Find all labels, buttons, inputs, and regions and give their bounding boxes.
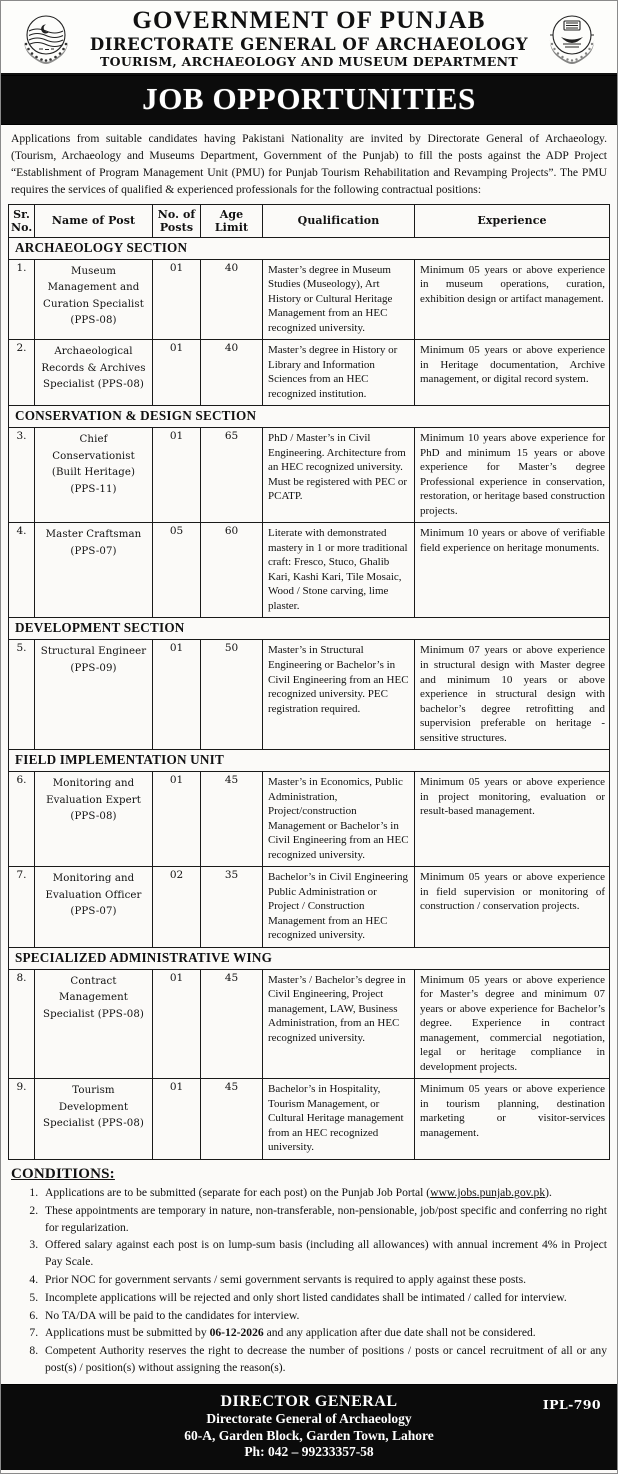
cell-age-limit: 40	[201, 340, 263, 406]
column-header-experience: Experience	[415, 204, 610, 237]
footer-address: 60-A, Garden Block, Garden Town, Lahore	[184, 1427, 434, 1443]
cell-qualification: Master’s degree in Museum Studies (Museology), Art History or Cultural Heritage Management from an HEC recognized university.	[263, 259, 415, 340]
cell-sr-no: 9.	[9, 1079, 35, 1160]
cell-sr-no: 8.	[9, 969, 35, 1079]
cell-experience: Minimum 05 years or above experience in tourism planning, destination marketing or visitor-services management.	[415, 1079, 610, 1160]
table-row	[9, 640, 610, 750]
table-body	[9, 237, 610, 1159]
condition-item	[41, 1290, 607, 1307]
cell-age-limit: 45	[201, 772, 263, 867]
cell-name-of-post: Monitoring and Evaluation Officer (PPS-07)	[35, 867, 153, 948]
punjab-government-emblem-icon	[15, 7, 77, 69]
cell-sr-no: 1.	[9, 259, 35, 340]
conditions-list	[11, 1185, 607, 1377]
cell-age-limit: 40	[201, 259, 263, 340]
section-header-row	[9, 618, 610, 640]
cell-qualification: Master’s degree in History or Library and Information Sciences from an HEC recognized institution.	[263, 340, 415, 406]
condition-item	[41, 1308, 607, 1325]
cell-no-of-posts: 01	[153, 340, 201, 406]
condition-text: Applications are to be submitted (separate for each post) on the Punjab Job Portal (	[45, 1185, 431, 1199]
cell-age-limit: 35	[201, 867, 263, 948]
org-title-line2: DIRECTORATE GENERAL OF ARCHAEOLOGY	[89, 35, 529, 54]
cell-no-of-posts: 02	[153, 867, 201, 948]
condition-text-tail: ).	[545, 1185, 552, 1199]
conditions-title: CONDITIONS:	[11, 1165, 115, 1182]
cell-no-of-posts: 01	[153, 969, 201, 1079]
cell-qualification: PhD / Master’s in Civil Engineering. Architecture from an HEC recognized university. Must be registered with PEC or PCATP.	[263, 428, 415, 523]
archaeology-department-emblem-icon	[541, 7, 603, 69]
cell-experience: Minimum 10 years or above of verifiable field experience on heritage monuments.	[415, 523, 610, 618]
cell-sr-no: 2.	[9, 340, 35, 406]
org-title-line1: GOVERNMENT OF PUNJAB	[132, 7, 486, 34]
job-opportunities-banner	[1, 75, 617, 125]
masthead	[1, 1, 617, 75]
condition-text: Applications must be submitted by	[45, 1326, 210, 1340]
column-header-name-of-post: Name of Post	[35, 204, 153, 237]
cell-name-of-post: Structural Engineer (PPS-09)	[35, 640, 153, 750]
section-title: DEVELOPMENT SECTION	[9, 618, 610, 640]
condition-text: Offered salary against each post is on lump-sum basis (including all allowances) with annual increment 4% in Project Pay Scale.	[45, 1238, 607, 1269]
intro-paragraph: Applications from suitable candidates having Pakistani Nationality are invited by Directorate General of Archaeology. (Tourism, Archaeology and Museums Department, Government of the Punjab) to fill the posts against the ADP Project “Establishment of Program Management Unit (PMU) for Punjab Tourism Rehabilitation and Revamping Projects”. The PMU requires the services of qualified & experienced professionals for the following contractual positions:	[11, 132, 607, 196]
cell-name-of-post: Chief Conservationist (Built Heritage) (PPS-11)	[35, 428, 153, 523]
cell-experience: Minimum 05 years or above experience in field supervision or monitoring of construction / conservation projects.	[415, 867, 610, 948]
cell-name-of-post: Tourism Development Specialist (PPS-08)	[35, 1079, 153, 1160]
condition-text-tail: and any application after due date shall not be considered.	[263, 1326, 536, 1340]
cell-qualification: Master’s in Structural Engineering or Bachelor’s in Civil Engineering from an HEC recognized university. PEC registration required.	[263, 640, 415, 750]
cell-no-of-posts: 05	[153, 523, 201, 618]
condition-item	[41, 1185, 607, 1202]
cell-no-of-posts: 01	[153, 772, 201, 867]
cell-qualification: Master’s in Economics, Public Administration, Project/construction Management or Bachelor’s in Civil Engineering from an HEC recognized university.	[263, 772, 415, 867]
conditions-section	[1, 1160, 617, 1384]
cell-age-limit: 45	[201, 1079, 263, 1160]
section-title: CONSERVATION & DESIGN SECTION	[9, 406, 610, 428]
cell-experience: Minimum 10 years above experience for PhD and minimum 15 years or above experience for Master’s degree Professional experience in conservation, restoration, or heritage based construction projects.	[415, 428, 610, 523]
column-header-age-limit: Age Limit	[201, 204, 263, 237]
cell-qualification: Bachelor’s in Hospitality, Tourism Management, or Cultural Heritage management from an HEC recognized university.	[263, 1079, 415, 1160]
footer-department: Directorate General of Archaeology	[206, 1410, 412, 1426]
cell-no-of-posts: 01	[153, 1079, 201, 1160]
section-header-row	[9, 750, 610, 772]
cell-age-limit: 45	[201, 969, 263, 1079]
section-header-row	[9, 406, 610, 428]
column-header-sr-no: Sr. No.	[9, 204, 35, 237]
cell-experience: Minimum 05 years or above experience in Heritage documentation, Archive management, or digital record system.	[415, 340, 610, 406]
section-header-row	[9, 237, 610, 259]
cell-no-of-posts: 01	[153, 640, 201, 750]
condition-text: These appointments are temporary in nature, non-transferable, non-pensionable, job/post specific and conferring no right for regularization.	[45, 1203, 607, 1234]
section-header-row	[9, 947, 610, 969]
advertisement-reference-code: IPL-790	[542, 1396, 601, 1412]
section-title: FIELD IMPLEMENTATION UNIT	[9, 750, 610, 772]
cell-experience: Minimum 07 years or above experience in structural design with Master degree and minimum 10 years or above experience in structural design with bachelor’s degree retrofitting and supervision preferable on heritage -sensitive structures.	[415, 640, 610, 750]
table-header	[9, 204, 610, 237]
condition-item	[41, 1237, 607, 1271]
cell-qualification: Master’s / Bachelor’s degree in Civil Engineering, Project management, LAW, Business Administration, from an HEC recognized university.	[263, 969, 415, 1079]
cell-sr-no: 7.	[9, 867, 35, 948]
cell-sr-no: 5.	[9, 640, 35, 750]
cell-name-of-post: Archaeological Records & Archives Specialist (PPS-08)	[35, 340, 153, 406]
cell-name-of-post: Monitoring and Evaluation Expert (PPS-08)	[35, 772, 153, 867]
column-header-qualification: Qualification	[263, 204, 415, 237]
column-header-no-of-posts: No. of Posts	[153, 204, 201, 237]
cell-no-of-posts: 01	[153, 259, 201, 340]
cell-experience: Minimum 05 years or above experience in museum operations, curation, exhibition design or artifact management.	[415, 259, 610, 340]
table-row	[9, 772, 610, 867]
cell-name-of-post: Contract Management Specialist (PPS-08)	[35, 969, 153, 1079]
cell-qualification: Literate with demonstrated mastery in 1 or more traditional craft: Fresco, Stuco, Ghalib Kari, Kashi Kari, Tile Mosaic, Wood / Stone carving, lime plaster.	[263, 523, 415, 618]
org-title-line3: TOURISM, ARCHAEOLOGY AND MUSEUM DEPARTMENT	[100, 54, 518, 70]
footer-block	[1, 1384, 617, 1471]
cell-no-of-posts: 01	[153, 428, 201, 523]
cell-age-limit: 60	[201, 523, 263, 618]
table-row	[9, 867, 610, 948]
section-title: ARCHAEOLOGY SECTION	[9, 237, 610, 259]
table-row	[9, 259, 610, 340]
table-row	[9, 340, 610, 406]
cell-experience: Minimum 05 years or above experience in project monitoring, evaluation or result-based management.	[415, 772, 610, 867]
job-portal-link[interactable]: www.jobs.punjab.gov.pk	[430, 1185, 546, 1199]
condition-item	[41, 1203, 607, 1237]
cell-age-limit: 65	[201, 428, 263, 523]
cell-sr-no: 3.	[9, 428, 35, 523]
condition-text: Incomplete applications will be rejected and only short listed candidates shall be intimated / called for interview.	[45, 1290, 567, 1304]
cell-sr-no: 4.	[9, 523, 35, 618]
table-row	[9, 1079, 610, 1160]
positions-table	[8, 204, 610, 1160]
cell-name-of-post: Master Craftsman (PPS-07)	[35, 523, 153, 618]
condition-item	[41, 1343, 607, 1377]
table-row	[9, 428, 610, 523]
footer-phone: Ph: 042 – 99233357-58	[244, 1444, 374, 1460]
section-title: SPECIALIZED ADMINISTRATIVE WING	[9, 947, 610, 969]
footer-designation: DIRECTOR GENERAL	[220, 1392, 398, 1410]
condition-text: Competent Authority reserves the right to decrease the number of positions / posts or cancel recruitment of all or any post(s) / position(s) without assigning the reason(s).	[45, 1344, 607, 1374]
cell-name-of-post: Museum Management and Curation Specialist (PPS-08)	[35, 259, 153, 340]
table-header-row	[9, 204, 610, 237]
cell-age-limit: 50	[201, 640, 263, 750]
condition-text: Prior NOC for government servants / semi government servants is required to apply against these posts.	[45, 1272, 527, 1286]
condition-text: No TA/DA will be paid to the candidates for interview.	[45, 1308, 300, 1322]
cell-sr-no: 6.	[9, 772, 35, 867]
deadline-date: 06-12-2026	[209, 1326, 264, 1340]
cell-qualification: Bachelor’s in Civil Engineering Public Administration or Project / Construction Management from an HEC recognized university.	[263, 867, 415, 948]
table-row	[9, 523, 610, 618]
condition-item	[41, 1272, 607, 1289]
masthead-title-block	[77, 7, 541, 69]
banner-title: JOB OPPORTUNITIES	[142, 81, 476, 117]
table-row	[9, 969, 610, 1079]
condition-item	[41, 1325, 607, 1342]
cell-experience: Minimum 05 years or above experience for Master’s degree and minimum 07 years or above experience for Bachelor’s degree. Experience in contract management, commercial negotiation, legal or heritage compliance in development projects.	[415, 969, 610, 1079]
